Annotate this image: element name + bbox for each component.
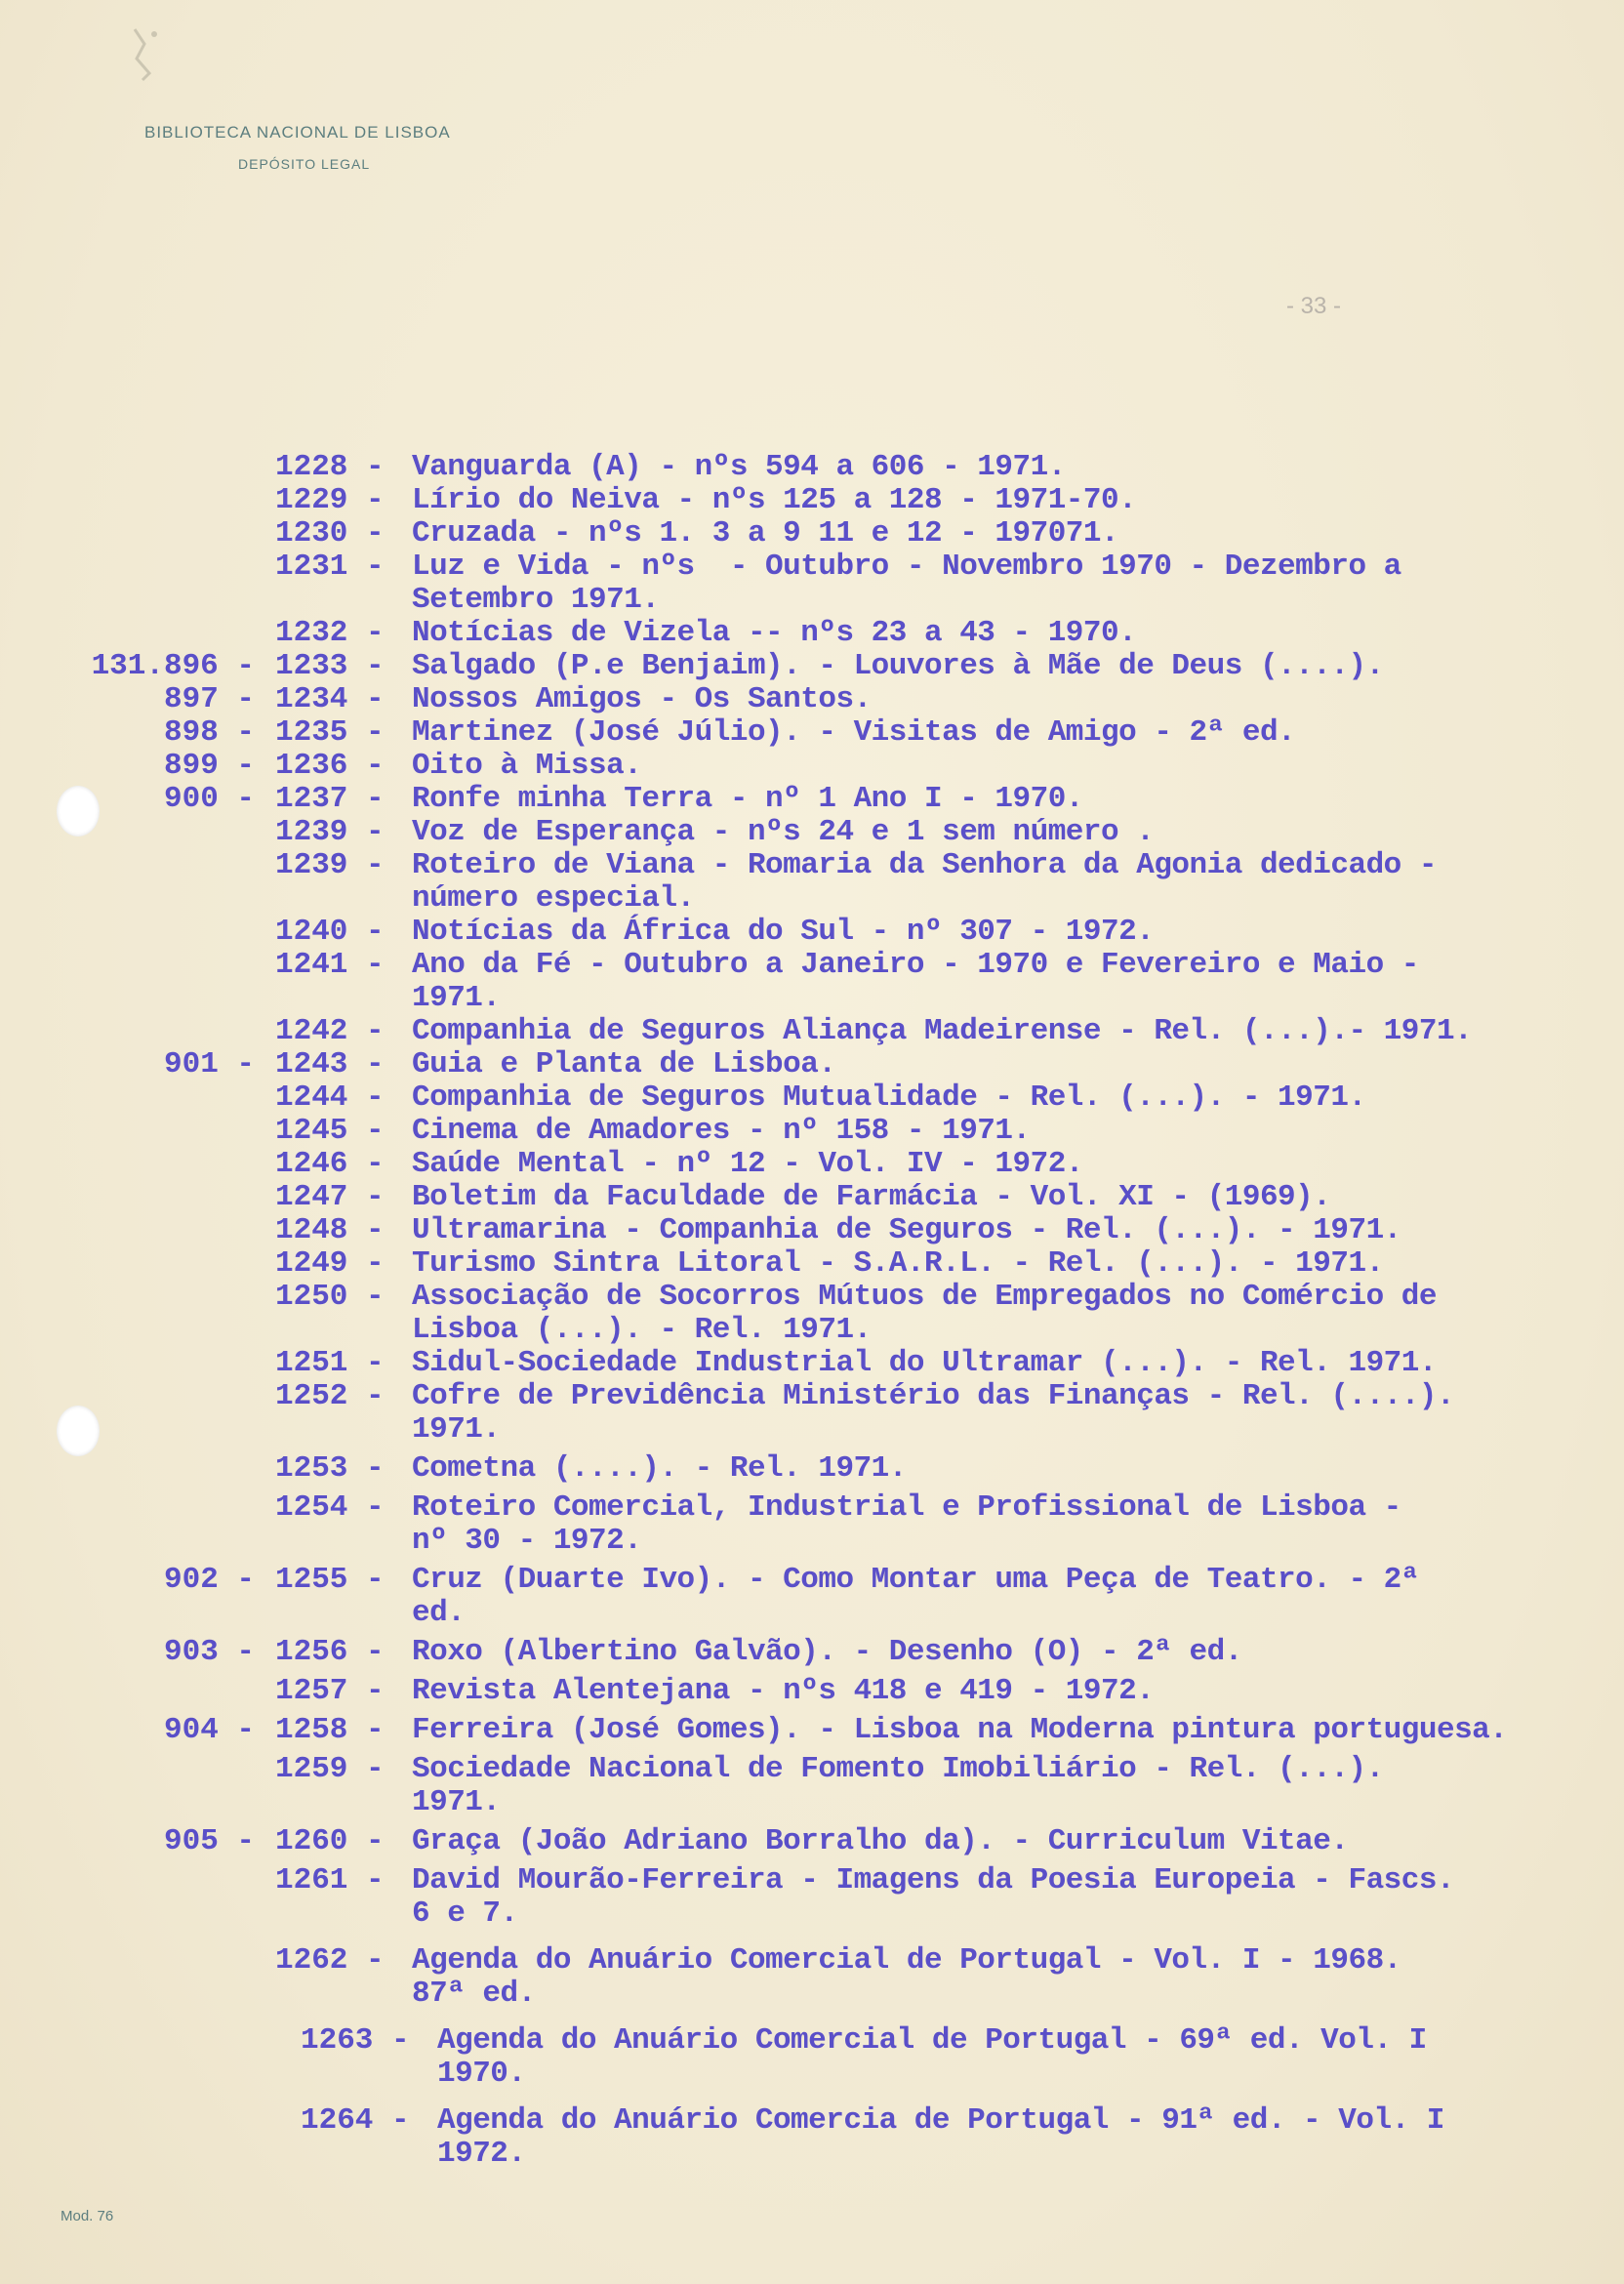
entry-number: 1236 - [275, 749, 385, 783]
catalogue-lead-number: 131.896 - [91, 649, 255, 683]
entry-text: Guia e Planta de Lisboa. [412, 1047, 836, 1081]
department-name: DEPÓSITO LEGAL [238, 156, 371, 172]
entry-text: Saúde Mental - nº 12 - Vol. IV - 1972. [412, 1147, 1083, 1181]
entry-text: Roteiro de Viana - Romaria da Senhora da Agonia dedicado - [412, 848, 1437, 882]
entry-text: Salgado (P.e Benjaim). - Louvores à Mãe de Deus (....). [412, 649, 1384, 683]
entry-text: Nossos Amigos - Os Santos. [412, 682, 872, 716]
entry-number: 1258 - [275, 1713, 385, 1747]
catalogue-lead-number: 901 - [163, 1047, 255, 1081]
entry-number: 1232 - [275, 616, 385, 650]
entry-text: Ferreira (José Gomes). - Lisboa na Moderna pintura portuguesa. [412, 1713, 1508, 1747]
entry-number: 1257 - [275, 1674, 385, 1708]
entry-text: Cinema de Amadores - nº 158 - 1971. [412, 1114, 1031, 1148]
entry-continuation: 6 e 7. [412, 1897, 518, 1931]
entry-text: Vanguarda (A) - nºs 594 a 606 - 1971. [412, 450, 1066, 484]
entry-continuation: Lisboa (...). - Rel. 1971. [412, 1313, 872, 1347]
catalogue-lead-number: 905 - [163, 1824, 255, 1858]
entry-continuation: Setembro 1971. [412, 583, 660, 617]
entry-text: Agenda do Anuário Comercial de Portugal - Vol. I - 1968. [412, 1943, 1401, 1978]
entry-number: 1240 - [275, 915, 385, 949]
catalogue-lead-number: 899 - [163, 749, 255, 783]
entry-text: Roteiro Comercial, Industrial e Profissional de Lisboa - [412, 1490, 1401, 1525]
entry-text: Lírio do Neiva - nºs 125 a 128 - 1971-70. [412, 483, 1137, 517]
entry-number: 1234 - [275, 682, 385, 716]
entry-number: 1239 - [275, 815, 385, 849]
entry-number: 1228 - [275, 450, 385, 484]
entry-text: David Mourão-Ferreira - Imagens da Poesia Europeia - Fascs. [412, 1863, 1455, 1897]
entry-number: 1250 - [275, 1280, 385, 1314]
entry-number: 1249 - [275, 1246, 385, 1281]
entry-text: Ronfe minha Terra - nº 1 Ano I - 1970. [412, 782, 1083, 816]
entry-number: 1247 - [275, 1180, 385, 1214]
entry-text: Oito à Missa. [412, 749, 642, 783]
entry-number: 1245 - [275, 1114, 385, 1148]
entry-number: 1242 - [275, 1014, 385, 1048]
entry-text: Cruz (Duarte Ivo). - Como Montar uma Peça de Teatro. - 2ª [412, 1563, 1419, 1597]
catalogue-lead-number: 897 - [163, 682, 255, 716]
entry-number: 1243 - [275, 1047, 385, 1081]
entry-continuation: 1971. [412, 1785, 501, 1819]
entry-text: Ultramarina - Companhia de Seguros - Rel. (...). - 1971. [412, 1213, 1401, 1247]
entry-number: 1229 - [275, 483, 385, 517]
punch-hole-bottom [57, 1406, 100, 1456]
catalogue-lead-number: 902 - [163, 1563, 255, 1597]
entry-number: 1260 - [275, 1824, 385, 1858]
entry-number: 1241 - [275, 948, 385, 982]
entry-number: 1263 - [301, 2023, 410, 2058]
entry-text: Notícias de Vizela -- nºs 23 a 43 - 1970. [412, 616, 1137, 650]
entry-number: 1256 - [275, 1635, 385, 1669]
entry-continuation: nº 30 - 1972. [412, 1524, 642, 1558]
entry-text: Martinez (José Júlio). - Visitas de Amigo - 2ª ed. [412, 715, 1296, 750]
entry-number: 1248 - [275, 1213, 385, 1247]
entry-text: Companhia de Seguros Mutualidade - Rel. (...). - 1971. [412, 1081, 1366, 1115]
entry-text: Revista Alentejana - nºs 418 e 419 - 1972. [412, 1674, 1155, 1708]
entry-text: Luz e Vida - nºs - Outubro - Novembro 1970 - Dezembro a [412, 550, 1401, 584]
entry-continuation: ed. [412, 1596, 466, 1630]
entry-continuation: 1970. [437, 2057, 526, 2091]
entry-continuation: número especial. [412, 881, 695, 916]
entry-text: Sociedade Nacional de Fomento Imobiliário - Rel. (...). [412, 1752, 1384, 1786]
institution-name: BIBLIOTECA NACIONAL DE LISBOA [144, 123, 451, 142]
entry-number: 1237 - [275, 782, 385, 816]
entry-number: 1231 - [275, 550, 385, 584]
catalogue-lead-number: 900 - [163, 782, 255, 816]
entry-number: 1244 - [275, 1081, 385, 1115]
entry-number: 1230 - [275, 516, 385, 551]
entry-number: 1235 - [275, 715, 385, 750]
entry-text: Graça (João Adriano Borralho da). - Curriculum Vitae. [412, 1824, 1349, 1858]
entry-number: 1251 - [275, 1346, 385, 1380]
entry-continuation: 1971. [412, 1412, 501, 1447]
paper-stain-mark [115, 20, 174, 88]
entry-text: Boletim da Faculdade de Farmácia - Vol. XI - (1969). [412, 1180, 1331, 1214]
entry-number: 1254 - [275, 1490, 385, 1525]
entry-number: 1264 - [301, 2103, 410, 2138]
entry-text: Agenda do Anuário Comercia de Portugal - 91ª ed. - Vol. I [437, 2103, 1444, 2138]
entry-number: 1259 - [275, 1752, 385, 1786]
entry-number: 1262 - [275, 1943, 385, 1978]
entry-number: 1261 - [275, 1863, 385, 1897]
page-number-mark: - 33 - [1286, 293, 1342, 319]
entry-text: Cometna (....). - Rel. 1971. [412, 1451, 907, 1486]
entry-text: Associação de Socorros Mútuos de Empregados no Comércio de [412, 1280, 1437, 1314]
entry-text: Roxo (Albertino Galvão). - Desenho (O) - 2ª ed. [412, 1635, 1242, 1669]
entry-text: Companhia de Seguros Aliança Madeirense - Rel. (...).- 1971. [412, 1014, 1473, 1048]
entry-continuation: 87ª ed. [412, 1977, 536, 2011]
catalogue-lead-number: 898 - [163, 715, 255, 750]
entry-number: 1246 - [275, 1147, 385, 1181]
entry-text: Ano da Fé - Outubro a Janeiro - 1970 e Fevereiro e Maio - [412, 948, 1419, 982]
entry-number: 1233 - [275, 649, 385, 683]
entry-text: Turismo Sintra Litoral - S.A.R.L. - Rel. (...). - 1971. [412, 1246, 1384, 1281]
entry-text: Sidul-Sociedade Industrial do Ultramar (...). - Rel. 1971. [412, 1346, 1437, 1380]
form-code: Mod. 76 [61, 2208, 114, 2224]
entry-text: Cofre de Previdência Ministério das Finanças - Rel. (....). [412, 1379, 1455, 1413]
entry-text: Cruzada - nºs 1. 3 a 9 11 e 12 - 197071. [412, 516, 1119, 551]
entry-text: Voz de Esperança - nºs 24 e 1 sem número . [412, 815, 1155, 849]
catalogue-lead-number: 903 - [163, 1635, 255, 1669]
punch-hole-top [57, 786, 100, 836]
entry-number: 1239 - [275, 848, 385, 882]
entry-continuation: 1971. [412, 981, 501, 1015]
entry-text: Notícias da África do Sul - nº 307 - 1972. [412, 915, 1155, 949]
entry-continuation: 1972. [437, 2137, 526, 2171]
catalogue-lead-number: 904 - [163, 1713, 255, 1747]
entry-number: 1253 - [275, 1451, 385, 1486]
entry-number: 1252 - [275, 1379, 385, 1413]
letterhead [144, 123, 451, 172]
entry-text: Agenda do Anuário Comercial de Portugal - 69ª ed. Vol. I [437, 2023, 1427, 2058]
entry-number: 1255 - [275, 1563, 385, 1597]
